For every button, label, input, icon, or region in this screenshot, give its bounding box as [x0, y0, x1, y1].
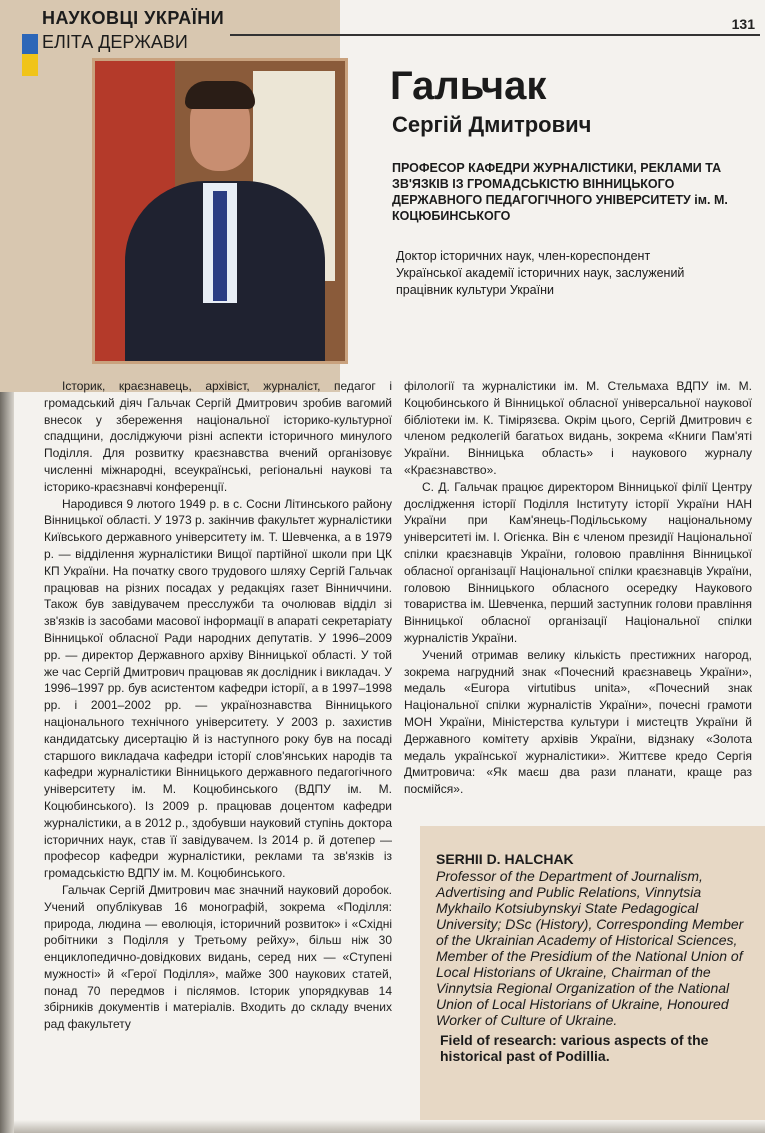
portrait-tie [213, 191, 227, 301]
person-position: ПРОФЕСОР КАФЕДРИ ЖУРНАЛІСТИКИ, РЕКЛАМИ ТА ЗВ'ЯЗКІВ ІЗ ГРОМАДСЬКІСТЮ ВІННИЦЬКОГО ДЕРЖАВНОГО ПЕДАГОГІЧНОГО УНІВЕРСИТЕТУ ім. М. КОЦЮБИНСЬКОГО [392, 161, 728, 223]
person-degrees: Доктор історичних наук, член-кореспондент Української академії історичних наук, заслужений працівник культури України [396, 249, 685, 297]
portrait-photo [92, 58, 348, 364]
person-last-name: Гальчак [390, 64, 547, 108]
article-paragraph: Учений отримав велику кількість престижних нагород, зокрема нагрудний знак «Почесний краєзнавець України», медаль «Europa virtutibus unita», «Почесний знак Національної спілки журналістів України», почесні грамоти МОН України, Міністерства культури і мистецтв України й Державного комітету архівів України, відзнаку «Золота медаль української журналістики». Життєве кредо Сергія Дмитровича: «Як маєш два рази планати, краще раз посмійся». [404, 647, 752, 797]
article-paragraph: філології та журналістики ім. М. Стельмаха ВДПУ ім. М. Коцюбинського й Вінницької обласної універсальної наукової бібліотеки ім. К. Тімірязєва. Окрім цього, Сергій Дмитрович є членом редколегій багатьох видань, зокрема «Книги Пам'яті України. Вінницька область» і наукового журналу «Краєзнавство». [404, 379, 752, 477]
article-column-right [404, 378, 752, 798]
english-name: SERHII D. HALCHAK [436, 851, 574, 867]
article-paragraph: Гальчак Сергій Дмитрович має значний науковий доробок. Учений опублікував 16 монографій, зокрема «Поділля: природа, людина — еволюція, історичний розвиток» і «Східні робітники з Поділля у Третьому рейху», більш ніж 30 енциклопедично-довідкових видань, серед них — «Ступені мужності» й «Герої Поділля», майже 300 наукових статей, понад 70 передмов і післямов. Історик упорядкував 14 збірників документів і матеріалів. Входить до складу вчених рад факультету [44, 882, 392, 1032]
flag-blue-stripe [22, 34, 38, 54]
flag-yellow-stripe [22, 54, 38, 76]
english-summary: Professor of the Department of Journalism, Advertising and Public Relations, Vinnytsia Mykhailo Kotsiubynskyi State Pedagogical University; DSc (History), Corresponding Member of the Ukrainian Academy of Historical Sciences, Member of the Presidium of the National Union of Local Historians of Ukraine, Chairman of the Vinnytsia Regional Organization of the National Union of Local Historians of Ukraine, Honoured Worker of Culture of Ukraine. [436, 868, 744, 1028]
article-paragraph: Народився 9 лютого 1949 р. в с. Сосни Літинського району Вінницької області. У 1973 р. закінчив факультет журналістики Київського державного університету ім. Т. Шевченка, а в 1979 р. — відділення журналістики Вищої партійної школи при ЦК КП України. На початку свого трудового шляху Сергій Гальчак працював на різних посадах у редакціях газет Вінниччини. Також був завідувачем пресслужби та очолював відділ зі зв'язків із засобами масової інформації в апараті секретаріату Вінницької обласної Ради народних депутатів. У 1996–2009 рр. — директор Державного архіву Вінницької області. У той же час Сергій Дмитрович працював як дослідник і викладач. У 1996–1997 рр. був асистентом кафедри історії, а в 1997–1998 рр. і 2001–2002 рр. — українознавства Вінницького національного технічного університету. У 2003 р. захистив кандидатську дисертацію й із наступного року був на посаді старшого викладача кафедри історії слов'янських народів та кафедри журналістики Вінницького державного педагогічного університету ім. М. Коцюбинського (ВДПУ ім. М. Коцюбинського). Із 2009 р. працював доцентом кафедри журналістики, а в 2012 р., здобувши науковий ступінь доктора історичних наук, став її завідувачем. Із 2014 р. й дотепер — професор кафедри журналістики, реклами та зв'язків із громадськістю ВДПУ ім. М. Коцюбинського. [44, 496, 392, 881]
person-first-names: Сергій Дмитрович [392, 112, 592, 137]
page-bottom-shadow [14, 1120, 765, 1133]
portrait-hair [185, 81, 255, 109]
english-field-of-research: Field of research: various aspects of the historical past of Podillia. [440, 1032, 709, 1064]
series-title: НАУКОВЦІ УКРАЇНИ [42, 8, 225, 28]
header-rule [230, 34, 760, 36]
page-number: 131 [731, 16, 755, 32]
article-column-left [44, 378, 392, 1033]
article-paragraph: С. Д. Гальчак працює директором Вінницької філії Центру дослідження історії Поділля Інституту історії України НАН України при Кам'янець-Подільському національному університеті ім. І. Огієнка. Він є членом президії Національної спілки краєзнавців України, головою правління Вінницької обласної організації Національної спілки краєзнавців України, головою Вінницького обласного осередку Наукового товариства ім. Шевченка, перший заступник голови правління Вінницької обласної організації Національної спілки журналістів України. [404, 479, 752, 645]
article-paragraph: Історик, краєзнавець, архівіст, журналіст, педагог і громадський діяч Гальчак Сергій Дмитрович зробив вагомий внесок у збереження національної історико-культурної спадщини, досліджуючи різні аспекти історичного минулого Поділля. Для розвитку краєзнавства вчений організовує численні міжнародні, всеукраїнські, регіональні наукові та історико-краєзнавчі конференції. [44, 379, 392, 494]
series-subtitle: ЕЛІТА ДЕРЖАВИ [42, 32, 188, 52]
